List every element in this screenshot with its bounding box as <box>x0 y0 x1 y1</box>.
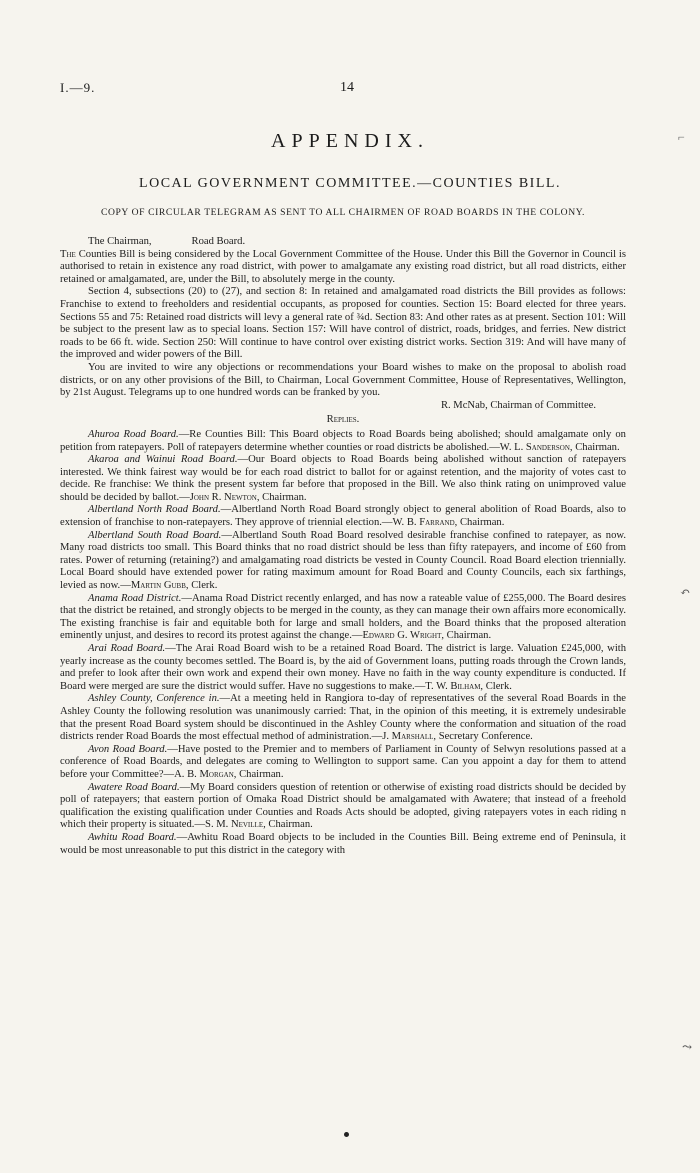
telegram-paragraph-1: The Counties Bill is being considered by the Local Government Committee of the House. Under this Bill the Governor in Council is authorised to retain in existence any road district, with power to amalgamate any existing road district, but all road districts, either retained or amalgamated, are, under the Bill, to absolutely merge in the county. <box>60 248 626 285</box>
reply-title: , Chairman. <box>454 517 505 529</box>
reply-board: Ashley County, Conference in. <box>88 693 220 705</box>
reply-board: Awhitu Road Board. <box>88 831 177 843</box>
reply-signer: A. B. Morgan <box>174 768 234 780</box>
reply-signer: S. M. Neville <box>205 819 264 831</box>
reply-title: , Chairman. <box>233 768 284 780</box>
reply-signer: John R. Newton <box>189 491 257 503</box>
reply-item <box>60 643 626 693</box>
document-body <box>60 236 626 857</box>
reply-text: —Awhitu Road Board objects to be included in the Counties Bill. Being extreme end of Peninsula, it would be most unreasonable to put this district in the category with <box>60 831 626 856</box>
reply-board: Albertland North Road Board. <box>88 504 221 516</box>
reply-text: —Our Board objects to Road Boards being abolished without sanction of ratepayers interested. We think fairest way would be for each road district to ballot for or against retention, and the majority of votes cast to decide. Re franchise: We think the present system far before that proposed in the Bill. We also think rating on unimproved value should be decided by ballot.— <box>60 454 627 503</box>
reply-item <box>60 454 626 504</box>
reply-title: , Clerk. <box>480 680 512 692</box>
reply-title: , Chairman. <box>569 441 620 453</box>
reply-board: Albertland South Road Board. <box>88 529 222 541</box>
replies-list <box>60 429 626 857</box>
margin-mark-icon: ⌐ <box>678 130 685 144</box>
page-reference: I.—9. <box>60 80 96 95</box>
reply-title: , Secretary Conference. <box>433 731 533 743</box>
reply-text: —Re Counties Bill: This Board objects to Road Boards being abolished; should amalgamate only on petition from ratepayers. Poll of ratepayers determine whether counties or road districts be abolished.— <box>60 428 626 453</box>
reply-text: —Have posted to the Premier and to members of Parliament in County of Selwyn resolutions passed at a conference of Road Boards, and delegates are coming to Wellington to support same. Can you appoint a day for them to attend before your Committee?— <box>60 743 626 780</box>
reply-board: Arai Road Board. <box>88 643 166 654</box>
reply-title: , Clerk. <box>185 580 218 592</box>
reply-signer: W. B. Farrand <box>392 517 455 529</box>
reply-title: , Chairman. <box>263 819 313 831</box>
reply-text: —At a meeting held in Rangiora to-day of representatives of the several Road Boards in the Ashley County the following resolution was unanimously carried: That, in the opinion of this meeting, it is extremely undesirable that the present Road Board system should be discontinued in the Ashley County where the conformation and situation of the road districts render Road Boards the most effectual method of administration.— <box>60 693 626 743</box>
reply-item <box>60 832 626 857</box>
reply-board: Ahuroa Road Board. <box>88 428 179 440</box>
reply-item <box>60 593 626 643</box>
reply-item <box>60 782 626 832</box>
replies-heading: Replies. <box>326 414 360 426</box>
reply-title: , Chairman. <box>441 630 492 642</box>
reply-signer: T. W. Bilham <box>425 680 481 692</box>
page-number: 14 <box>340 80 354 95</box>
margin-mark-icon: ↶ <box>680 585 691 599</box>
reply-item <box>60 530 626 593</box>
reply-board: Avon Road Board. <box>88 743 168 755</box>
address-to: The Chairman, <box>88 236 152 247</box>
footer-dot <box>344 1132 349 1137</box>
telegram-signature: R. McNab, Chairman of Committee. <box>440 399 596 411</box>
reply-signer: J. Marshall <box>382 731 434 743</box>
reply-text: —Albertland South Road Board resolved desirable franchise confined to ratepayer, as now. Many road districts too small. This Board thinks that no road district should be less than fifty ratepayers, and income of £60 from rates. Power of returning (retaining?) and amalgamating road districts be vested in County Council. Road Board election triennially. Local Board should have extended power for rating maximum amount for Road Board and County Councils, each six farthings, levied as now.— <box>60 529 626 592</box>
reply-text: —The Arai Road Board wish to be a retained Road Board. The district is large. Valuation £245,000, with yearly increase as the county becomes settled. The Board is, by the aid of Government loans, putting roads through the Crown lands, and prefer to look after their own work and expend their own money. Have no faith in the way county expenditure is conducted. If Board were merged are sure the district would suffer. Have no suggestions to make.— <box>60 643 627 692</box>
reply-board: Akaroa and Wainui Road Board. <box>88 454 238 466</box>
reply-signer: Martin Gubb <box>130 580 186 592</box>
reply-board: Anama Road District. <box>88 592 182 604</box>
telegram-paragraph-2: Section 4, subsections (20) to (27), and section 8: In retained and amalgamated road districts the Bill provides as follows: Franchise to extend to freeholders and residential occupants, as proposed for counties. Section 15: Board elected for three years. Sections 55 and 75: Retained road districts will levy a general rate of ¾d. Section 83: And other rates as at present. Section 101: Will be subject to the present law as to special loans. Section 157: Will have control of district, roads, bridges, and ferries. New district roads to be 66 ft. wide. Section 250: Will continue to have control over existing district works. Section 319: And will have many of the improved and wider powers of the Bill. <box>60 286 626 361</box>
telegram-address <box>60 236 626 249</box>
reply-title: , Chairman. <box>256 491 307 503</box>
reply-item <box>60 693 626 743</box>
section-heading: LOCAL GOVERNMENT COMMITTEE.—COUNTIES BILL. <box>139 176 561 191</box>
telegram-paragraph-3: You are invited to wire any objections or recommendations your Board wishes to make on the proposal to abolish road districts, or on any other provisions of the Bill, to Chairman, Local Government Committee, House of Representatives, Wellington, by 21st August. Telegrams up to one hundred words can be franked by you. <box>60 361 626 399</box>
reply-signer: Edward G. Wright <box>362 630 442 642</box>
opening-word: The <box>60 248 76 260</box>
reply-board: Awatere Road Board. <box>88 781 180 793</box>
reply-item <box>60 429 626 454</box>
reply-text: —Albertland North Road Board strongly object to general abolition of Road Boards, also to extension of franchise to non-ratepayers. They approve of triennial election.— <box>60 504 626 529</box>
reply-text: —Anama Road District recently enlarged, and has now a rateable value of £255,000. The Board desires that the district be retained, and strongly objects to be merged in the county, as they can manage their own affairs more economically. The existing franchise is fair and equitable both for large and small holders, and the Board thinks that the proposed alteration eminently unjust, and desires to record its protest against the change.— <box>60 592 626 642</box>
reply-signer: W. L. Sanderson <box>499 441 570 453</box>
telegram-caption: COPY OF CIRCULAR TELEGRAM AS SENT TO ALL CHAIRMEN OF ROAD BOARDS IN THE COLONY. <box>100 207 586 218</box>
reply-item <box>60 744 626 782</box>
reply-item <box>60 504 626 529</box>
reply-text: —My Board considers question of retention or otherwise of existing road districts should be decided by poll of ratepayers; that eastern portion of Omaka Road District should be amalgamated with Awatere; that instead of a freehold qualification the existing qualification under Counties and Roads Acts should be adopted, giving ratepayers votes in each riding n which their property is situated.— <box>60 781 626 831</box>
address-board: Road Board. <box>191 236 246 247</box>
margin-mark-icon: ⤳ <box>682 1040 693 1054</box>
appendix-title: APPENDIX. <box>271 130 429 152</box>
